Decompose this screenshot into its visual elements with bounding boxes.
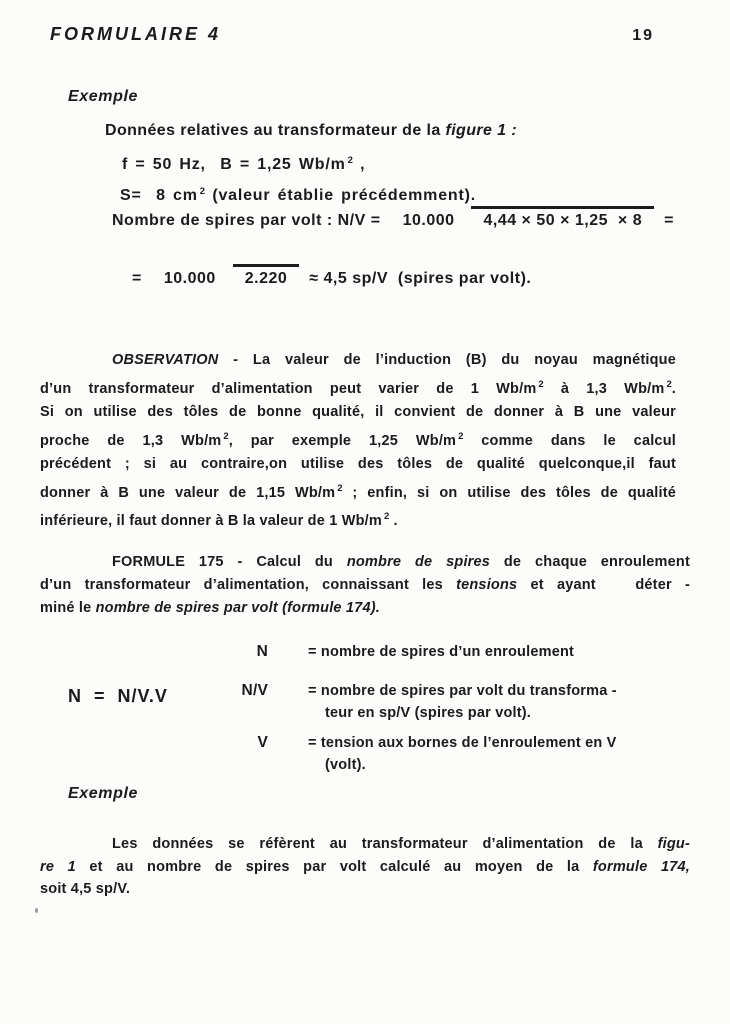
formula-line-2 [132,270,531,288]
page-number: 19 [632,27,654,44]
formula2-result: ≈ 4,5 sp/V (spires par volt). [309,270,532,287]
definition-n: = nombre de spires d’un enroulement [308,644,575,660]
example-heading-2: Exemple [68,785,139,802]
symbol-v: V [257,734,268,751]
example-heading-1: Exemple [68,88,139,105]
fraction2-denominator: 2.220 [233,264,300,287]
page-header [50,24,654,45]
fraction-1 [391,212,655,230]
fraction1-numerator: 10.000 [402,212,455,229]
definition-v: = tension aux bornes de l’enroulement en V (volt). [308,735,617,773]
document-title: FORMULAIRE 4 [50,24,221,44]
formula-line-1 [112,212,674,230]
definitions-block [40,641,700,776]
fraction1-denominator: 4,44 × 50 × 1,25 × 8 [471,206,654,229]
example1-intro: Données relatives au transformateur de la figure 1 : [105,122,518,139]
formula-n-equals-nv-v: N = N/V.V [68,686,168,706]
observation-paragraph: OBSERVATION - La valeur de l’induction (B) du noyau magnétique d’un transformateur d’alimentation peut varier de 1 Wb/m $^2$ à 1,3 Wb/m $^2$. Si on utilise des tôles de bonne qualité, il convient de donner à B une valeur proche de 1,3 Wb/m $^2$, par exemple 1,25 Wb/m $^2$ comme dans le calcul précédent ; si au contraire,on utilise des tôles de qualité quelconque,il faut donner à B une valeur de 1,15 Wb/m $^2$ ; enfin, si on utilise des tôles de qualité inférieure, il faut donner à B la valeur de 1 Wb/m $^2$ . [40,352,676,529]
definition-row-v [40,732,700,776]
definition-nv: = nombre de spires par volt du transforma - teur en sp/V (spires par volt). [308,683,617,721]
fraction2-numerator: 10.000 [163,270,216,287]
formula1-label: Nombre de spires par volt : N/V = [112,212,381,229]
symbol-n: N [256,643,268,660]
fraction-2 [152,270,299,288]
formule-175-paragraph: FORMULE 175 - Calcul du nombre de spires de chaque enroulement d’un transformateur d’alimentation, connaissant les tensions et ayant déter - miné le nombre de spires par volt (formule 174). [40,554,691,616]
symbol-nv: N/V [241,682,268,699]
scan-speck [35,908,38,913]
given-data-section: S= 8 cm $^2$ (valeur établie précédemment). [120,186,476,204]
given-data-frequency-induction: f = 50 Hz, B = 1,25 Wb/m $^2$ , [122,155,366,173]
formula1-equals: = [664,212,674,229]
formula2-equals: = [132,270,142,287]
example2-paragraph: Les données se réfèrent au transformateur d’alimentation de la figu- re 1 et au nombre de spires par volt calculé au moyen de la formule 174, soit 4,5 sp/V. [40,836,690,897]
definition-row-n [40,641,700,663]
